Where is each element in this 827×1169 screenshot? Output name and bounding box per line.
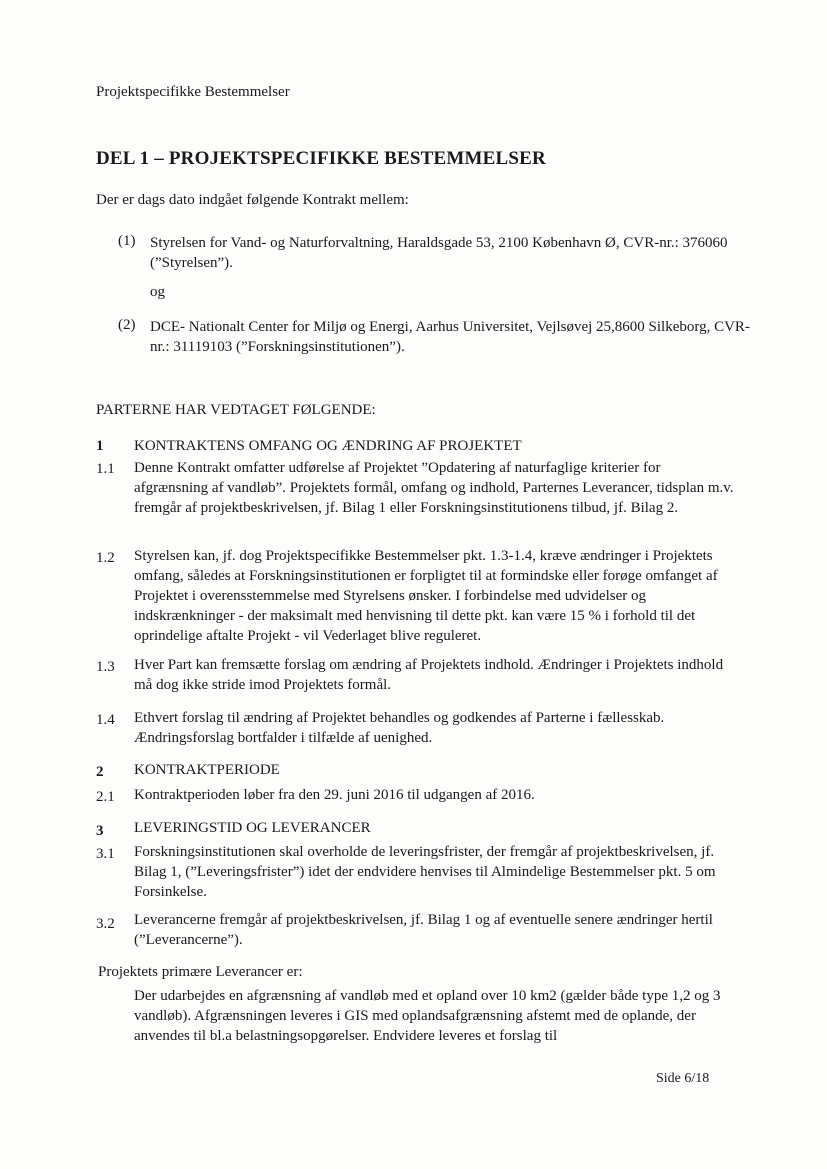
- clause-1-2-text: Styrelsen kan, jf. dog Projektspecifikke Bestemmelser pkt. 1.3-1.4, kræve ændringer i Projektets omfang, således at Forskningsinstitutionen er forpligtet til at formindske eller forøge omfanget af Projektet i overensstemmelse med Styrelsens ønsker. I forbindelse med udvidelser og indskrænkninger - der maksimalt med henvisning til dette pkt. kan være 15 % i forhold til det oprindelige aftalte Projekt - vil Vederlaget blive reguleret.: [134, 548, 718, 644]
- clause-1-2-number: 1.2: [96, 550, 115, 566]
- page-number: Side 6/18: [656, 1071, 710, 1086]
- clause-1-1-text: Denne Kontrakt omfatter udførelse af Projektet ”Opdatering af naturfaglige kriterier for afgrænsning af vandløb”. Projektets formål, omfang og indhold, Parternes Leverancer, tidsplan m.v. fremgår af projektbeskrivelsen, jf. Bilag 1 eller Forskningsinstitutionens tilbud, jf. Bilag 2.: [134, 460, 734, 516]
- clause-1-1-number: 1.1: [96, 461, 115, 477]
- clause-1-3-number: 1.3: [96, 659, 115, 675]
- section-3-number: 3: [96, 823, 104, 839]
- intro-text: Der er dags dato indgået følgende Kontrakt mellem:: [96, 192, 409, 208]
- clause-2-1-text: Kontraktperioden løber fra den 29. juni 2016 til udgangen af 2016.: [134, 787, 535, 803]
- party-2-number: (2): [118, 317, 136, 333]
- section-2-title: KONTRAKTPERIODE: [134, 762, 280, 778]
- primary-deliverables-text: Der udarbejdes en afgrænsning af vandløb med et opland over 10 km2 (gælder både type 1,2 og 3 vandløb). Afgrænsningen leveres i GIS med oplandsafgrænsning afstemt med de oplande, der anvendes til bl.a belastningsopgørelser. Endvidere leveres et forslag til: [134, 988, 721, 1044]
- clause-2-1-number: 2.1: [96, 789, 115, 805]
- clause-3-2-number: 3.2: [96, 916, 115, 932]
- section-1-title: KONTRAKTENS OMFANG OG ÆNDRING AF PROJEKTET: [134, 438, 522, 454]
- clause-3-1-number: 3.1: [96, 846, 115, 862]
- section-2-number: 2: [96, 764, 104, 780]
- party-1-number: (1): [118, 233, 136, 249]
- clause-3-2-text: Leverancerne fremgår af projektbeskrivelsen, jf. Bilag 1 og af eventuelle senere ændringer hertil (”Leverancerne”).: [134, 912, 713, 948]
- section-1-number: 1: [96, 438, 104, 454]
- document-title: DEL 1 – PROJEKTSPECIFIKKE BESTEMMELSER: [96, 148, 546, 169]
- running-header: Projektspecifikke Bestemmelser: [96, 84, 290, 100]
- party-1-text: Styrelsen for Vand- og Naturforvaltning, Haraldsgade 53, 2100 København Ø, CVR-nr.: 376060 (”Styrelsen”).: [150, 235, 728, 271]
- agreement-heading: PARTERNE HAR VEDTAGET FØLGENDE:: [96, 402, 376, 418]
- section-3-title: LEVERINGSTID OG LEVERANCER: [134, 820, 371, 836]
- clause-1-3-text: Hver Part kan fremsætte forslag om ændring af Projektets indhold. Ændringer i Projektets indhold må dog ikke stride imod Projektets formål.: [134, 657, 724, 693]
- party-2-text: DCE- Nationalt Center for Miljø og Energi, Aarhus Universitet, Vejlsøvej 25,8600 Silkeborg, CVR-nr.: 31119103 (”Forskningsinstitutionen”).: [150, 319, 750, 355]
- clause-3-1-text: Forskningsinstitutionen skal overholde de leveringsfrister, der fremgår af projektbeskrivelsen, jf. Bilag 1, (”Leveringsfrister”) idet der endvidere henvises til Almindelige Bestemmelser pkt. 5 om Forsinkelse.: [134, 844, 716, 900]
- conjunction-og: og: [150, 284, 165, 300]
- primary-deliverables-label: Projektets primære Leverancer er:: [98, 964, 303, 980]
- clause-1-4-text: Ethvert forslag til ændring af Projektet behandles og godkendes af Parterne i fællesskab. Ændringsforslag bortfalder i tilfælde af uenighed.: [134, 710, 665, 746]
- clause-1-4-number: 1.4: [96, 712, 115, 728]
